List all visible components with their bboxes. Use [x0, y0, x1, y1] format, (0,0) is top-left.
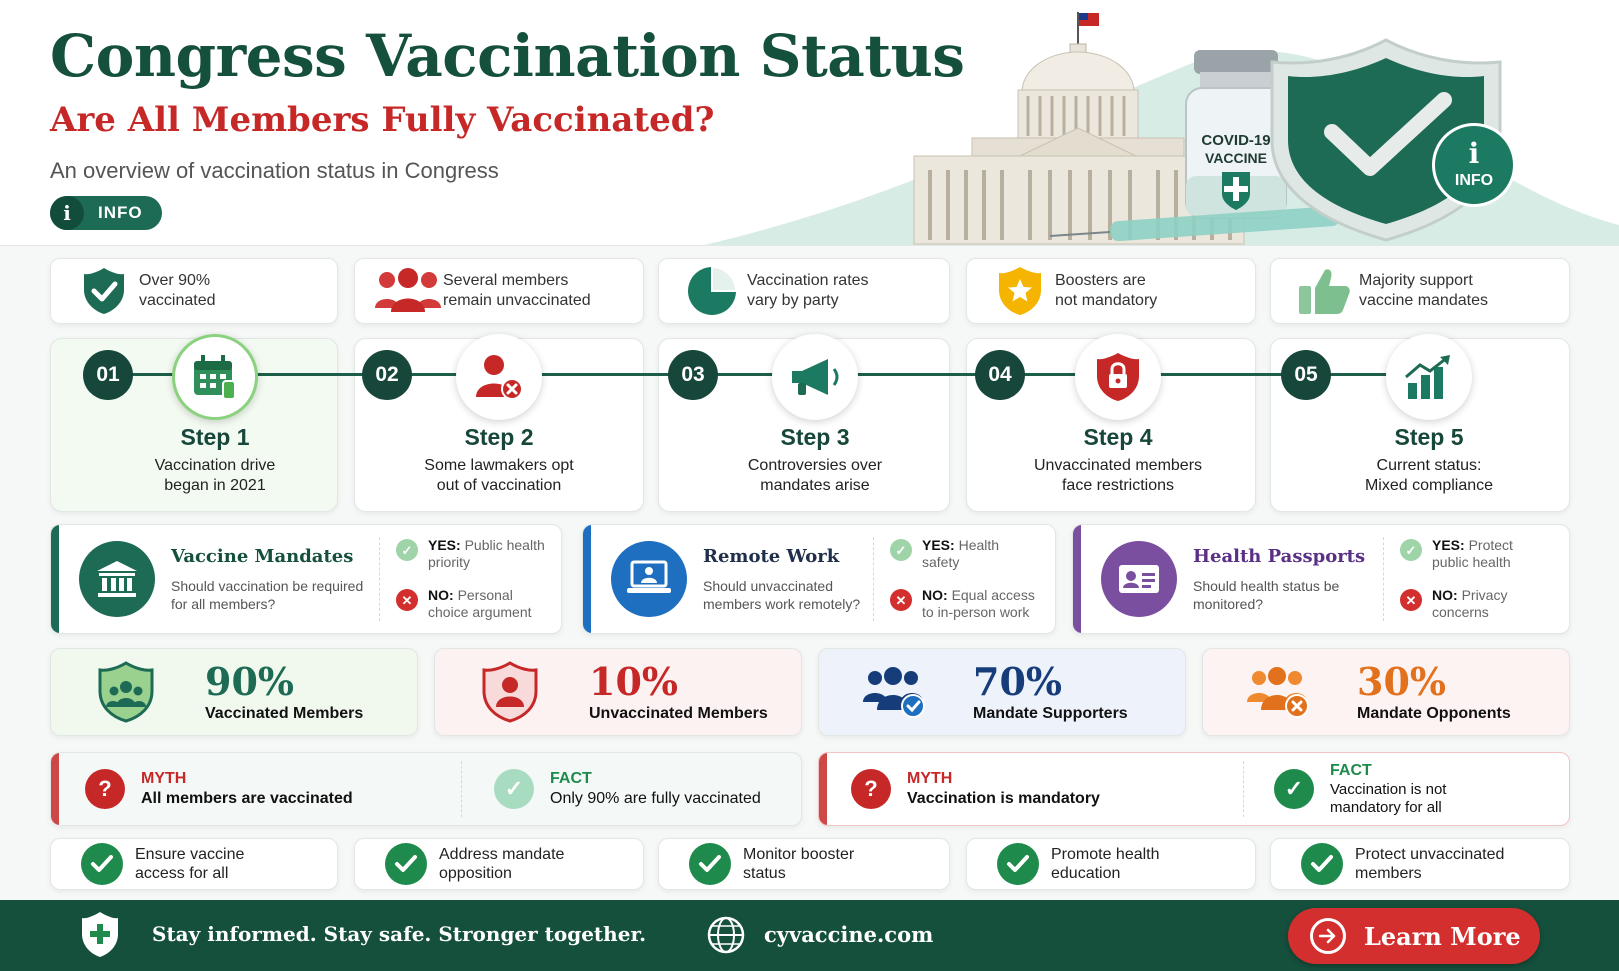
- fact-line1: Over 90%: [139, 272, 211, 289]
- star-shield-icon: [985, 265, 1055, 317]
- stat-label: Mandate Supporters: [973, 705, 1128, 722]
- id-card-icon: [1101, 541, 1177, 617]
- page-subtitle: Are All Members Fully Vaccinated?: [50, 100, 715, 140]
- person-shield-icon: [465, 661, 555, 723]
- hero-illustration: [900, 0, 1560, 246]
- timeline-line: [105, 373, 1405, 376]
- debate-yes: ✓ YES: Health safety: [890, 537, 1040, 571]
- laptop-user-icon: [611, 541, 687, 617]
- step-description: Vaccination drive began in 2021: [154, 457, 276, 494]
- person-x-icon: [456, 334, 542, 420]
- x-icon: ✕: [1400, 589, 1422, 611]
- fact-line1: Majority support: [1359, 272, 1473, 289]
- people-x-icon: [1233, 666, 1323, 718]
- check-circle-icon: [689, 843, 731, 885]
- debate-card-health-passports: [1072, 524, 1570, 634]
- svg-text:VACCINE: VACCINE: [1205, 150, 1267, 166]
- check-icon: ✓: [1400, 539, 1422, 561]
- stat-card-unvaccinated: [434, 648, 802, 736]
- action-line1: Protect unvaccinated: [1355, 846, 1505, 863]
- stat-card-supporters: [818, 648, 1186, 736]
- fact-line2: vary by party: [747, 292, 839, 309]
- learn-more-label: Learn More: [1364, 921, 1521, 951]
- step-title: Step 2: [464, 424, 534, 450]
- megaphone-icon: [772, 334, 858, 420]
- myth-text: Vaccination is mandatory: [907, 790, 1100, 807]
- myth-fact-card: [818, 752, 1570, 826]
- fact-card: [354, 258, 644, 324]
- stat-value: 10%: [589, 659, 678, 704]
- action-line1: Ensure vaccine: [135, 846, 245, 863]
- debate-yes: ✓ YES: Protect public health: [1400, 537, 1530, 571]
- footer: [0, 900, 1619, 971]
- fact-card: [50, 258, 338, 324]
- stat-card-vaccinated: [50, 648, 418, 736]
- action-line1: Promote health: [1051, 846, 1160, 863]
- action-line2: members: [1355, 865, 1422, 882]
- info-icon: i: [1468, 137, 1480, 170]
- footer-website-link[interactable]: cyvaccine.com: [764, 922, 934, 947]
- accent-bar: [583, 525, 591, 633]
- header-banner: [0, 0, 1619, 246]
- svg-text:COVID-19: COVID-19: [1201, 132, 1271, 149]
- accent-bar: [51, 525, 59, 633]
- calendar-icon: [172, 334, 258, 420]
- myth-key: MYTH: [141, 770, 187, 787]
- check-icon: ✓: [396, 539, 418, 561]
- stat-value: 30%: [1357, 659, 1446, 704]
- step-number: 03: [668, 350, 718, 400]
- x-icon: ✕: [396, 589, 418, 611]
- debate-title: Health Passports: [1193, 545, 1366, 567]
- check-circle-icon: [1301, 843, 1343, 885]
- people-group-icon: [373, 268, 443, 314]
- fact-line2: vaccine mandates: [1359, 292, 1488, 309]
- fact-line2: not mandatory: [1055, 292, 1158, 309]
- lock-shield-icon: [1075, 334, 1161, 420]
- fact-line1: Vaccination rates: [747, 272, 869, 289]
- learn-more-button[interactable]: [1288, 908, 1540, 964]
- page-title: Congress Vaccination Status: [50, 22, 965, 90]
- check-icon: ✓: [1274, 769, 1314, 809]
- debate-title: Vaccine Mandates: [171, 545, 354, 567]
- info-button[interactable]: [50, 196, 162, 230]
- shield-check-icon: [69, 266, 139, 316]
- stat-label: Unvaccinated Members: [589, 705, 768, 722]
- fact-card: [966, 258, 1256, 324]
- arrow-right-icon: [1310, 918, 1346, 954]
- myth-key: MYTH: [907, 770, 953, 787]
- action-line2: status: [743, 865, 786, 882]
- fact-key: FACT: [550, 770, 592, 787]
- step-description: Controversies over mandates arise: [747, 457, 883, 494]
- capitol-building-icon: [79, 541, 155, 617]
- pie-chart-icon: [677, 265, 747, 317]
- step-number: 02: [362, 350, 412, 400]
- info-button-label: INFO: [98, 203, 143, 222]
- info-badge[interactable]: [1432, 123, 1516, 207]
- myth-text: All members are vaccinated: [141, 790, 353, 807]
- myth-fact-card: [50, 752, 802, 826]
- fact-line1: Boosters are: [1055, 272, 1146, 289]
- action-line1: Monitor booster: [743, 846, 855, 863]
- debate-no: ✕ NO: Equal access to in-person work: [890, 587, 1040, 621]
- step-number: 04: [975, 350, 1025, 400]
- stat-label: Vaccinated Members: [205, 705, 364, 722]
- action-item: [658, 838, 950, 890]
- step-title: Step 5: [1394, 424, 1464, 450]
- fact-text: Vaccination is not mandatory for all: [1330, 781, 1447, 816]
- stat-label: Mandate Opponents: [1357, 705, 1511, 722]
- check-circle-icon: [385, 843, 427, 885]
- globe-icon: [706, 915, 746, 955]
- debate-title: Remote Work: [703, 545, 840, 567]
- step-title: Step 1: [180, 424, 250, 450]
- action-item: [354, 838, 644, 890]
- timeline: [50, 338, 1570, 512]
- fact-key: FACT: [1330, 762, 1372, 779]
- step-description: Unvaccinated members face restrictions: [1033, 457, 1203, 494]
- group-shield-icon: [81, 661, 171, 723]
- footer-slogan: Stay informed. Stay safe. Stronger together.: [152, 922, 647, 946]
- debate-question: Should health status be monitored?: [1193, 577, 1340, 612]
- people-check-icon: [849, 666, 939, 718]
- thumbs-up-icon: [1289, 266, 1359, 316]
- info-icon: i: [50, 196, 84, 230]
- stat-card-opponents: [1202, 648, 1570, 736]
- action-line1: Address mandate: [439, 846, 565, 863]
- debate-question: Should unvaccinated members work remotely?: [703, 577, 861, 612]
- debate-card-mandates: [50, 524, 562, 634]
- fact-line1: Several members: [443, 272, 569, 289]
- debate-yes: ✓ YES: Public health priority: [396, 537, 556, 571]
- shield-plus-icon: [80, 910, 120, 960]
- debate-question: Should vaccination be required for all members?: [171, 577, 364, 612]
- question-icon: ?: [851, 769, 891, 809]
- stat-value: 70%: [973, 659, 1062, 704]
- debate-card-remote-work: [582, 524, 1056, 634]
- fact-line2: vaccinated: [139, 292, 216, 309]
- check-icon: ✓: [890, 539, 912, 561]
- step-title: Step 4: [1083, 424, 1153, 450]
- check-circle-icon: [81, 843, 123, 885]
- debate-no: ✕ NO: Privacy concerns: [1400, 587, 1530, 621]
- fact-line2: remain unvaccinated: [443, 292, 591, 309]
- action-item: [50, 838, 338, 890]
- growth-chart-icon: [1386, 334, 1472, 420]
- action-line2: access for all: [135, 865, 229, 882]
- fact-card: [658, 258, 950, 324]
- step-description: Some lawmakers opt out of vaccination: [424, 457, 574, 494]
- action-item: [966, 838, 1256, 890]
- x-icon: ✕: [890, 589, 912, 611]
- page-overview: An overview of vaccination status in Congress: [50, 158, 499, 183]
- step-description: Current status: Mixed compliance: [1364, 457, 1494, 494]
- action-item: [1270, 838, 1570, 890]
- fact-text: Only 90% are fully vaccinated: [550, 790, 761, 807]
- debate-no: ✕ NO: Personal choice argument: [396, 587, 556, 621]
- step-number: 05: [1281, 350, 1331, 400]
- action-line2: education: [1051, 865, 1121, 882]
- step-title: Step 3: [780, 424, 850, 450]
- check-circle-icon: [997, 843, 1039, 885]
- accent-bar: [1073, 525, 1081, 633]
- action-line2: opposition: [439, 865, 512, 882]
- check-icon: ✓: [494, 769, 534, 809]
- info-badge-label: INFO: [1454, 172, 1494, 189]
- step-number: 01: [83, 350, 133, 400]
- fact-card: [1270, 258, 1570, 324]
- stat-value: 90%: [205, 659, 294, 704]
- question-icon: ?: [85, 769, 125, 809]
